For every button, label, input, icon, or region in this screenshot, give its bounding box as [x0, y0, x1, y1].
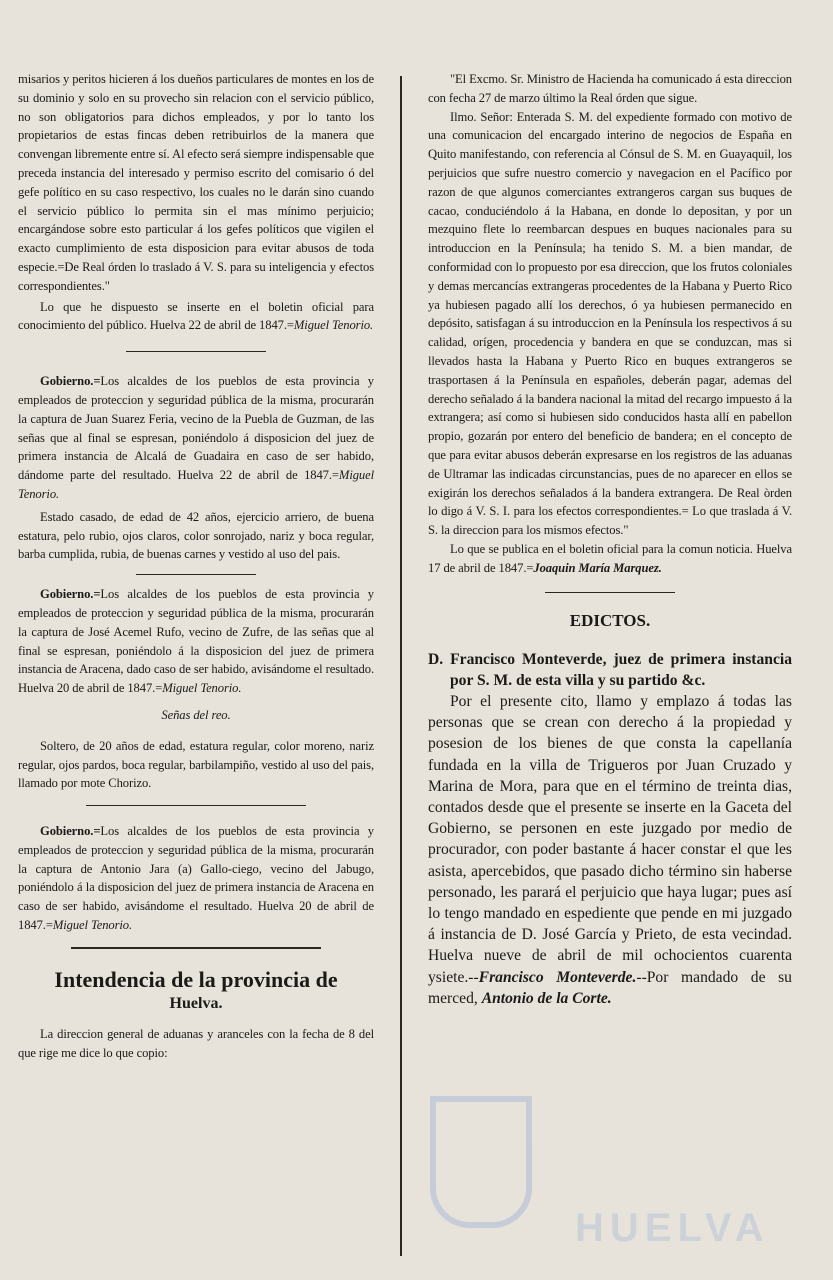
gobierno-notice-3-text: Los alcaldes de los pueblos de esta provincia y empleados de proteccion y seguridad pública de la misma, procurarán la captura de Antonio Jara (a) Gallo-ciego, vecino del Jabugo, poniéndolo á la disposicion del juez de primera instancia de Aracena en caso de ser habido, avisándome el resultado. Huelva 20 de abril de 1847.=	[18, 824, 374, 933]
section-separator	[545, 592, 675, 593]
edicto-body	[428, 691, 792, 1009]
section-separator	[126, 351, 266, 352]
edicto-body-text: Por el presente cito, llamo y emplazo á todas las personas que se crean con derecho á la propiedad y posesion de los bienes de que consta la capellanía fundada en la villa de Trigueros por Juan Cruzado y Marina de Mora, para que en el término de treinta dias, contados desde que el presente se inserte en la Gaceta del Gobierno, se personen en este juzgado por medio de procurador, con poder bastante á hacer constar el que les asista, apercebidos, que pasado dicho término sin haberse personado, les parará el perjuicio que haya lugar; pues así lo tengo mandado en espediente que pende en mi juzgado á instancia de D. José García y Prieto, de esta vecindad. Huelva nueve de abril de mil ochocientos cuarenta ysiete.--	[428, 692, 792, 986]
gobierno-notice-2-text: Los alcaldes de los pueblos de esta provincia y empleados de proteccion y seguridad pública de la misma, procurarán la captura de José Acemel Rufo, vecino de Zufre, de las señas que al final se espresan, poniéndolo á la disposicion del juez de primera instancia de Aracena, dado caso de ser habido, avisándome el resultado. Huelva 20 de abril de 1847.=	[18, 587, 374, 696]
gobierno-heading: Gobierno.=	[40, 374, 101, 389]
edicto-mandate: --Por mandado de su merced,	[428, 968, 792, 1007]
royal-order-body: Ilmo. Señor: Enterada S. M. del expediente formado con motivo de una comunicacion del encargado interino de negocios de España en Quito manifestando, con referencia al Cónsul de S. M. en Guayaquil, los perjuicios que sufre nuestro comercio y navegacion en el Pacífico por razon de que algunos comerciantes extrangeros cargan sus buques de cacao, conduciéndolo á la Habana, en donde lo depositan, y por un mezquino flete lo reembarcan despues en buques nacionales para su introduccion en la Península; ha tenido S. M. a bien mandar, de conformidad con lo propuesto por esa direccion, que los frutos coloniales y demas mercancías extrangeras procedentes de la Habana y Puerto Rico ya hubiesen pagado allí los derechos, ó ya hubiesen permanecido en depósito, satisfagan á su introduccion en la Península los respectivos á su calidad, orígen, procedencia y bandera en que se conduzcan, mas si llevados hasta la Habana y Puerto Rico en buques extrangeros se trasportasen á la Península en españoles, deberán pagar, ademas del derecho señalado á la bandera nacional la mitad del recargo impuesto á la extrangera; así como si hubiesen sido conducidos hasta allí en pabellon propio, gozarán por entero del beneficio de bandera; en el concepto de que para evitar abusos deberán expresarse en los registros de las aduanas de Ultramar las indicadas circunstancias, pues de no aparecer en ellos se exigirán los derechos señalados á la bandera extrangera. De Real òrden lo digo á V. S. I. para los efectos correspondientes.= Lo que traslada á V. S. la direccion para los mismos efectos."	[428, 109, 792, 538]
gobierno-notice-1-signature: Miguel Tenorio.	[18, 468, 374, 501]
intendencia-paragraph: La direccion general de aduanas y aranceles con la fecha de 8 del que rige me dice lo que copio:	[18, 1026, 374, 1060]
gobierno-notice-2-signature: Miguel Tenorio.	[162, 681, 242, 696]
section-separator	[86, 805, 306, 806]
watermark-label: HUELVA	[575, 1206, 770, 1250]
edicto-heading: D. Francisco Monteverde, juez de primera instancia por S. M. de esta villa y su partido &c.	[428, 650, 792, 689]
edictos-title: EDICTOS.	[569, 610, 651, 630]
intendencia-title: Intendencia de la provincia de	[54, 966, 338, 992]
gobierno-notice-1-description: Estado casado, de edad de 42 años, ejercicio arriero, de buena estatura, pelo rubio, ojos claros, color sonrojado, nariz y boca regular, barba cumplida, rubia, de buenas carnes y vestido al uso del pais.	[18, 509, 374, 562]
edicto-signature-judge: Francisco Monteverde.	[478, 968, 637, 986]
double-rule	[18, 947, 374, 949]
gobierno-notice-2-description: Soltero, de 20 años de edad, estatura regular, color moreno, nariz regular, ojos pardos, boca regular, barbilampiño, vestido al uso del pais, llamado por mote Chorizo.	[18, 738, 374, 791]
senas-del-reo-title: Señas del reo.	[161, 707, 231, 722]
publish-notice-text: Lo que he dispuesto se inserte en el boletin oficial para conocimiento del público. Huelva 22 de abril de 1847.=	[18, 299, 374, 333]
column-divider	[400, 76, 402, 1256]
shield-icon	[430, 1096, 532, 1228]
gobierno-notice-3-signature: Miguel Tenorio.	[52, 918, 133, 933]
publish-notice-right	[428, 540, 792, 578]
edicto-signature-clerk: Antonio de la Corte.	[481, 989, 612, 1007]
gobierno-heading: Gobierno.=	[40, 587, 101, 602]
publish-notice-signature: Miguel Tenorio.	[293, 318, 374, 333]
continuation-paragraph: misarios y peritos hicieren á los dueños particulares de montes en los de su dominio y solo en su provecho sin relacion con el servicio público, no son obligatorios para dichos empleados, y por lo tanto los propietarios de estas fincas deben retribuirlos de la manera que convengan libremente entre sí. Al efecto será siempre indispensable que preceda instancia del interesado y permiso escrito del comisario ó del gefe político en su caso respectivo, los cuales no le darán sino cuando el servicio público lo permita sin el mas mínimo perjuicio; encargándose sobre esto particular á los gefes políticos que vigilen el exacto cumplimiento de esta disposicion para evitar abusos de toda especie.=De Real órden lo traslado á V. S. para su inteligencia y efectos correspondientes."	[18, 72, 374, 293]
library-watermark	[430, 1096, 790, 1266]
gobierno-notice-2	[18, 585, 374, 698]
royal-order-intro: "El Excmo. Sr. Ministro de Hacienda ha comunicado á esta direccion con fecha 27 de marzo último la Real órden que sigue.	[428, 72, 792, 105]
section-separator	[136, 574, 256, 575]
publish-text: Lo que se publica en el boletin oficial para la comun noticia. Huelva 17 de abril de 1847.=	[428, 541, 792, 575]
left-column	[18, 70, 374, 1062]
gobierno-notice-1-text: Los alcaldes de los pueblos de esta provincia y empleados de proteccion y seguridad pública de la misma, procurarán la captura de Juan Suarez Feria, vecino de la Puebla de Guzman, de las señas que al final se espresan, poniéndolo á disposicion del juez de primera instancia de Alcalá de Guadaira en caso de ser habido, dándome parte del resultado. Huelva 22 de abril de 1847.=	[18, 374, 374, 483]
intendencia-subtitle: Huelva.	[169, 994, 223, 1012]
gobierno-heading: Gobierno.=	[40, 824, 101, 839]
gobierno-notice-1	[18, 372, 374, 504]
gobierno-notice-3	[18, 822, 374, 935]
right-column	[428, 70, 792, 1009]
publish-notice	[18, 298, 374, 336]
publish-signature: Joaquin María Marquez.	[533, 560, 662, 575]
